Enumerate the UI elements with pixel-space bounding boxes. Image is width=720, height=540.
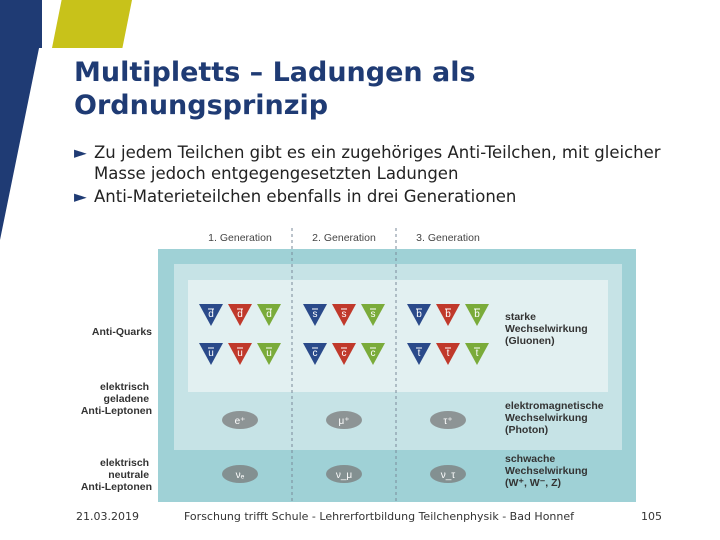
charged-antilepton-label: τ⁺ (443, 416, 453, 427)
charged-antilepton (430, 411, 466, 429)
anti-quark-label: d (266, 309, 272, 320)
anti-quark-label: u (266, 348, 272, 359)
antineutrino-label: ν_τ (440, 470, 456, 481)
generation-label: 3. Generation (416, 232, 480, 244)
force-label-em: elektromagnetische Wechselwirkung (Photon) (505, 400, 604, 436)
force-label-weak: schwache Wechselwirkung (W⁺, W⁻, Z) (505, 453, 588, 489)
generation-label: 1. Generation (208, 232, 272, 244)
page-number: 105 (641, 510, 662, 523)
slide-title: Multipletts – Ladungen als Ordnungsprinzip (74, 57, 476, 121)
bullet-item (74, 186, 694, 207)
bullet-text: Anti-Materieteilchen ebenfalls in drei Generationen (94, 187, 517, 206)
charged-antilepton (222, 411, 258, 429)
anti-quark-label: u (237, 348, 243, 359)
anti-quark-label: t (446, 348, 450, 359)
anti-quark-label: u (208, 348, 214, 359)
anti-quark-label: s (312, 309, 318, 320)
anti-quark-label: b (445, 309, 451, 320)
antiparticle-figure (80, 226, 640, 502)
anti-quark-label: t (475, 348, 479, 359)
row-label-neutral-leptons: elektrisch neutrale Anti-Leptonen (80, 457, 152, 493)
decor-blue-block (0, 0, 42, 48)
anti-quark-label: c (341, 348, 347, 359)
antineutrino (430, 465, 466, 483)
antineutrino (326, 465, 362, 483)
anti-quark-label: s (341, 309, 347, 320)
anti-quark-label: d (208, 309, 214, 320)
bullet-arrow-icon: ► (74, 143, 87, 162)
force-label-strong: starke Wechselwirkung (Gluonen) (505, 311, 588, 347)
bullet-text: Zu jedem Teilchen gibt es ein zugehöriges Anti-Teilchen, mit gleicher Masse jedoch entgegengesetzten Ladungen (94, 143, 661, 183)
footer-text: Forschung trifft Schule - Lehrerfortbildung Teilchenphysik - Bad Honnef (184, 510, 575, 523)
anti-quark-label: b (416, 309, 422, 320)
row-label-anti-quarks: Anti-Quarks (91, 326, 152, 338)
anti-quark-label: c (370, 348, 376, 359)
decor-yellow-block (52, 0, 132, 48)
antineutrino-label: ν_μ (335, 470, 353, 481)
charged-antilepton-label: e⁺ (234, 416, 246, 427)
generation-label: 2. Generation (312, 232, 376, 244)
row-label-charged-leptons: elektrisch geladene Anti-Leptonen (80, 381, 152, 417)
charged-antilepton (326, 411, 362, 429)
bullet-arrow-icon: ► (74, 187, 87, 206)
bullet-list (74, 142, 694, 209)
antineutrino (222, 465, 258, 483)
anti-quark-label: c (312, 348, 318, 359)
antineutrino-label: νₑ (235, 470, 245, 481)
footer-date: 21.03.2019 (76, 510, 139, 523)
anti-quark-label: b (474, 309, 480, 320)
anti-quark-label: d (237, 309, 243, 320)
anti-quark-label: s (370, 309, 376, 320)
bullet-item (74, 142, 694, 184)
charged-antilepton-label: μ⁺ (338, 416, 350, 427)
anti-quark-label: t (417, 348, 421, 359)
